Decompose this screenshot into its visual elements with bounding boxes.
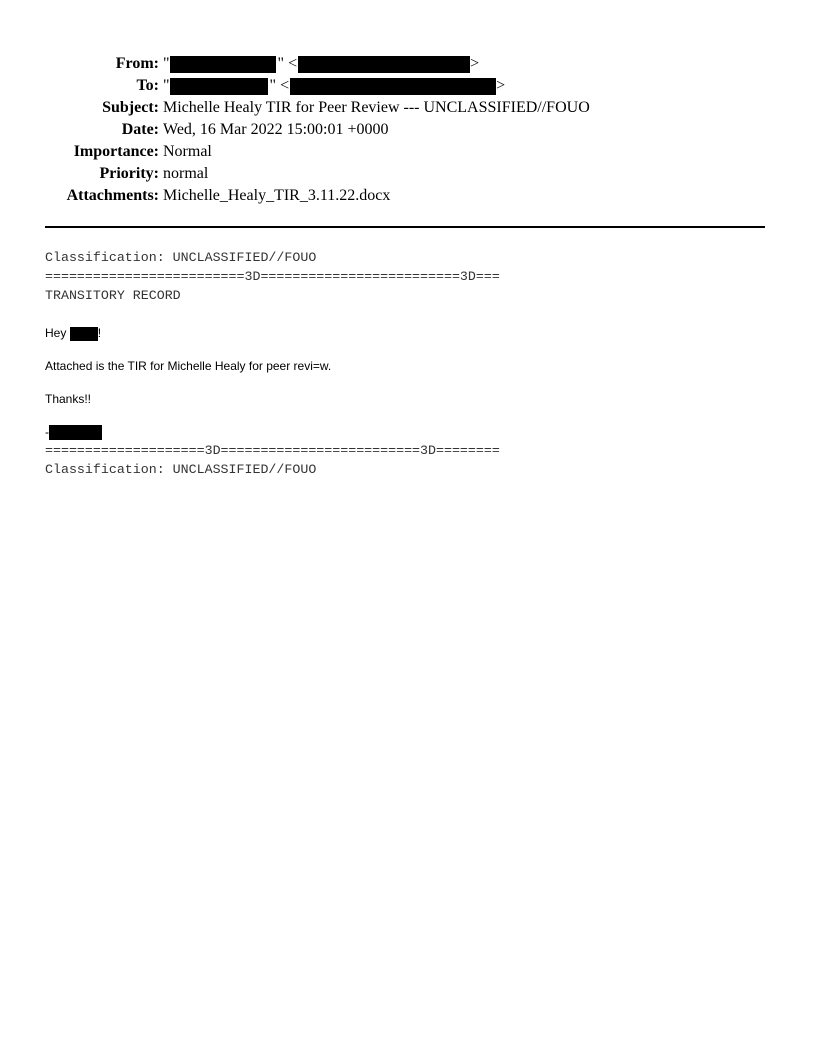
date-label: Date: xyxy=(121,121,159,138)
message-text: Attached is the TIR for Michelle Healy for peer revi=w. xyxy=(45,359,332,373)
classification-bottom: Classification: UNCLASSIFIED//FOUO xyxy=(45,462,317,477)
transitory-record: TRANSITORY RECORD xyxy=(45,288,181,303)
classification-top: Classification: UNCLASSIFIED//FOUO xyxy=(45,250,317,265)
greeting xyxy=(45,325,785,342)
from-label: From: xyxy=(115,55,159,72)
attachments-label: Attachments: xyxy=(66,187,159,204)
redacted-sender-name xyxy=(170,56,276,73)
quote-close: " < xyxy=(269,77,290,94)
quote-open: " xyxy=(163,55,170,72)
signature xyxy=(45,424,785,441)
redacted-signature xyxy=(49,425,102,440)
priority-value: normal xyxy=(163,165,209,182)
to-value xyxy=(163,75,505,97)
importance-label: Importance: xyxy=(73,143,159,160)
thanks-text: Thanks!! xyxy=(45,392,92,406)
email-header xyxy=(40,53,590,207)
separator-bottom: ====================3D=========================3D======== xyxy=(45,443,500,458)
header-divider xyxy=(45,226,765,228)
subject-label: Subject: xyxy=(102,99,159,116)
greeting-suffix: ! xyxy=(97,326,102,340)
date-row xyxy=(40,119,590,141)
redacted-recipient xyxy=(70,327,98,341)
subject-row xyxy=(40,97,590,119)
to-row xyxy=(40,75,590,97)
separator-top: =========================3D=========================3D=== xyxy=(45,269,500,284)
signature-prefix: - xyxy=(45,425,49,439)
email-body xyxy=(45,248,785,479)
importance-value: Normal xyxy=(163,143,212,160)
quote-close: " < xyxy=(277,55,298,72)
to-label: To: xyxy=(136,77,159,94)
from-value xyxy=(163,53,479,75)
quote-open: " xyxy=(163,77,170,94)
redacted-recipient-email xyxy=(290,78,496,95)
importance-row xyxy=(40,141,590,163)
subject-value: Michelle Healy TIR for Peer Review --- UNCLASSIFIED//FOUO xyxy=(163,99,590,116)
attachments-row xyxy=(40,185,590,207)
redacted-sender-email xyxy=(298,56,470,73)
redacted-recipient-name xyxy=(170,78,268,95)
gt-sign: > xyxy=(470,55,480,72)
greeting-prefix: Hey xyxy=(45,326,70,340)
priority-row xyxy=(40,163,590,185)
from-row xyxy=(40,53,590,75)
attachment-filename: Michelle_Healy_TIR_3.11.22.docx xyxy=(163,187,391,204)
priority-label: Priority: xyxy=(99,165,159,182)
date-value: Wed, 16 Mar 2022 15:00:01 +0000 xyxy=(163,121,389,138)
gt-sign: > xyxy=(496,77,506,94)
